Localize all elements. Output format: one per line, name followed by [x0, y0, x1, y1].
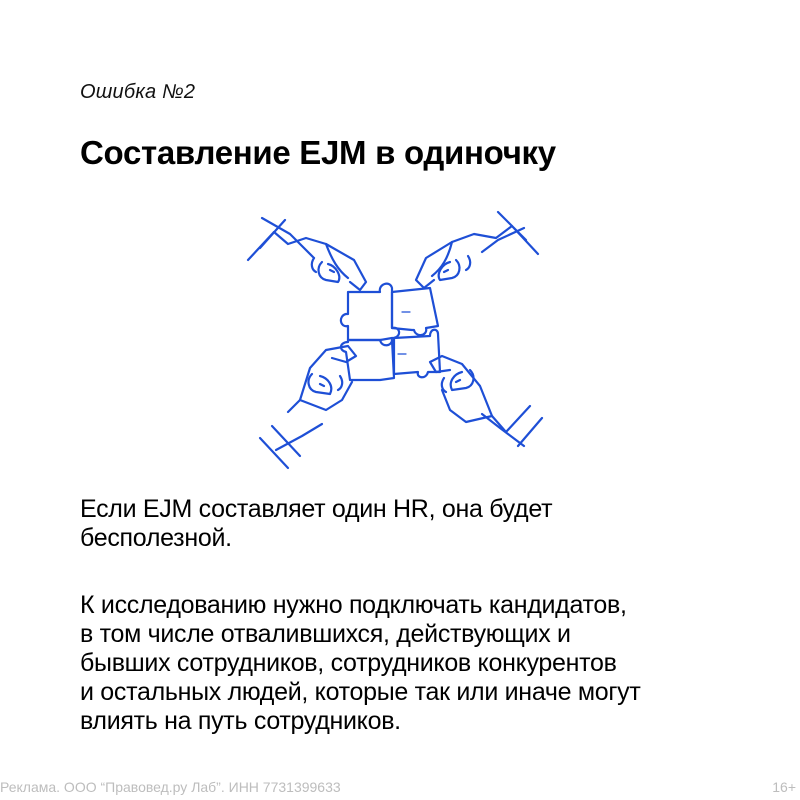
detail-line: влиять на путь сотрудников.: [80, 707, 401, 735]
detail-line: бывших сотрудников, сотрудников конкурентов: [80, 649, 617, 677]
detail-paragraph: [80, 591, 740, 736]
ad-disclaimer: Реклама. ООО “Правовед.ру Лаб”. ИНН 7731399633: [0, 779, 341, 795]
intro-paragraph: [80, 495, 740, 553]
detail-line: и остальных людей, которые так или иначе могут: [80, 678, 641, 706]
puzzle-hands-icon: [230, 200, 560, 475]
intro-line: Если EJM составляет один HR, она будет: [80, 495, 553, 523]
detail-line: в том числе отвалившихся, действующих и: [80, 620, 571, 648]
slide-kicker: Ошибка №2: [80, 81, 196, 103]
intro-line: бесполезной.: [80, 524, 232, 552]
slide-title: Составление EJM в одиночку: [80, 134, 556, 171]
detail-line: К исследованию нужно подключать кандидатов,: [80, 591, 627, 619]
age-rating: 16+: [772, 779, 796, 795]
